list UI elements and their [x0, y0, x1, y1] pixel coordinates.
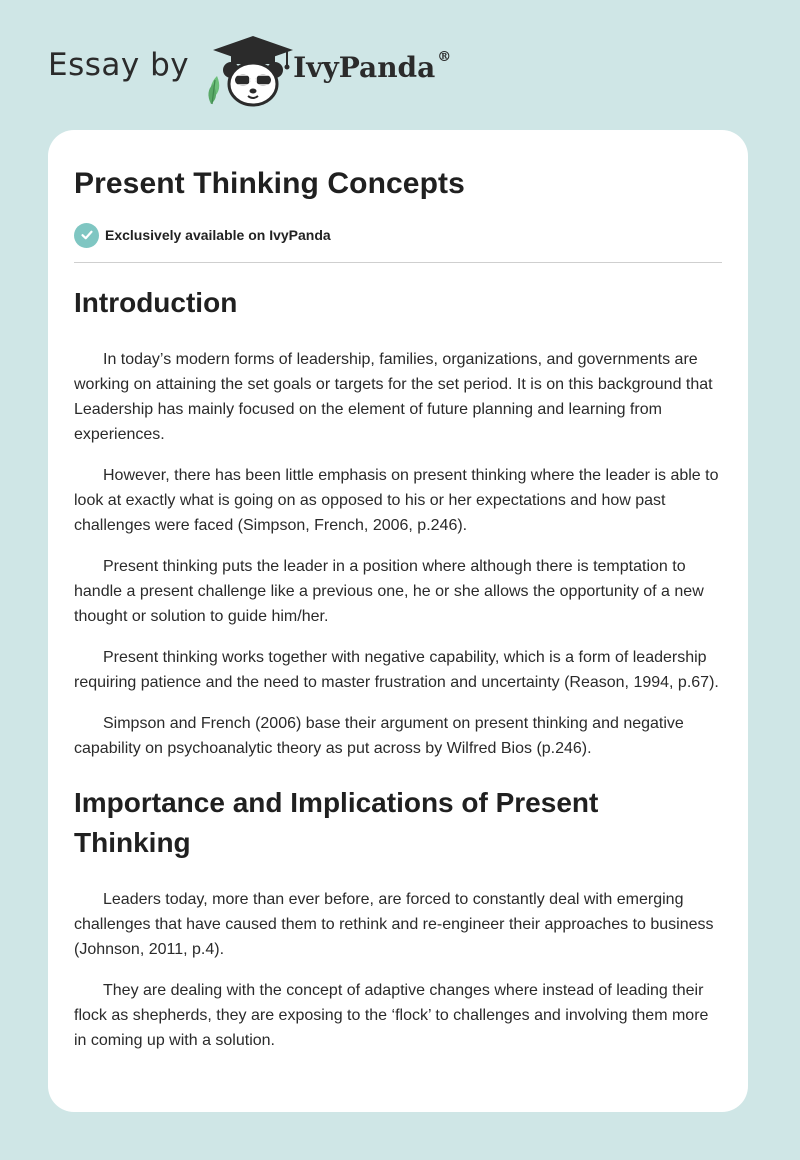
brand-name[interactable]: IvyPanda ®	[293, 48, 452, 84]
site-header	[48, 30, 451, 110]
divider	[74, 262, 722, 263]
badge-text: Exclusively available on IvyPanda	[105, 227, 331, 243]
check-circle-icon	[74, 223, 99, 248]
paragraph: Present thinking puts the leader in a position where although there is temptation to handle a present challenge like a previous one, he or she allows the opportunity of a new thought or solution to guide him/her.	[74, 558, 704, 625]
paragraph: Simpson and French (2006) base their argument on present thinking and negative capability on psychoanalytic theory as put across by Wilfred Bios (p.246).	[74, 715, 684, 757]
paragraph: They are dealing with the concept of adaptive changes where instead of leading their flock as shepherds, they are exposing to the ‘flock’ to challenges and involving them more in coming up with a solution.	[74, 982, 709, 1049]
registered-mark: ®	[437, 48, 452, 65]
paragraph: In today’s modern forms of leadership, families, organizations, and governments are working on attaining the set goals or targets for the set period. It is on this background that Leadership has mainly focused on the element of future planning and learning from experiences.	[74, 351, 713, 443]
exclusive-badge	[74, 222, 722, 248]
section-heading-introduction: Introduction	[74, 287, 238, 318]
paragraph: Present thinking works together with negative capability, which is a form of leadership requiring patience and the need to master frustration and uncertainty (Reason, 1994, p.67).	[74, 649, 719, 691]
section-heading-importance: Importance and Implications of Present Thinking	[74, 787, 599, 858]
panda-graduate-icon[interactable]	[203, 30, 299, 110]
page-title: Present Thinking Concepts	[74, 167, 465, 200]
paragraph: However, there has been little emphasis on present thinking where the leader is able to look at exactly what is going on as opposed to his or her expectations and how past challenges were faced (Simpson, French, 2006, p.246).	[74, 467, 719, 534]
section-importance-body	[74, 887, 722, 1053]
essay-by-label: Essay by	[48, 47, 190, 83]
paragraph: Leaders today, more than ever before, are forced to constantly deal with emerging challenges that have caused them to rethink and re-engineer their approaches to business (Johnson, 2011, p.4).	[74, 891, 714, 958]
essay-card	[48, 130, 748, 1112]
section-introduction-body	[74, 347, 722, 761]
